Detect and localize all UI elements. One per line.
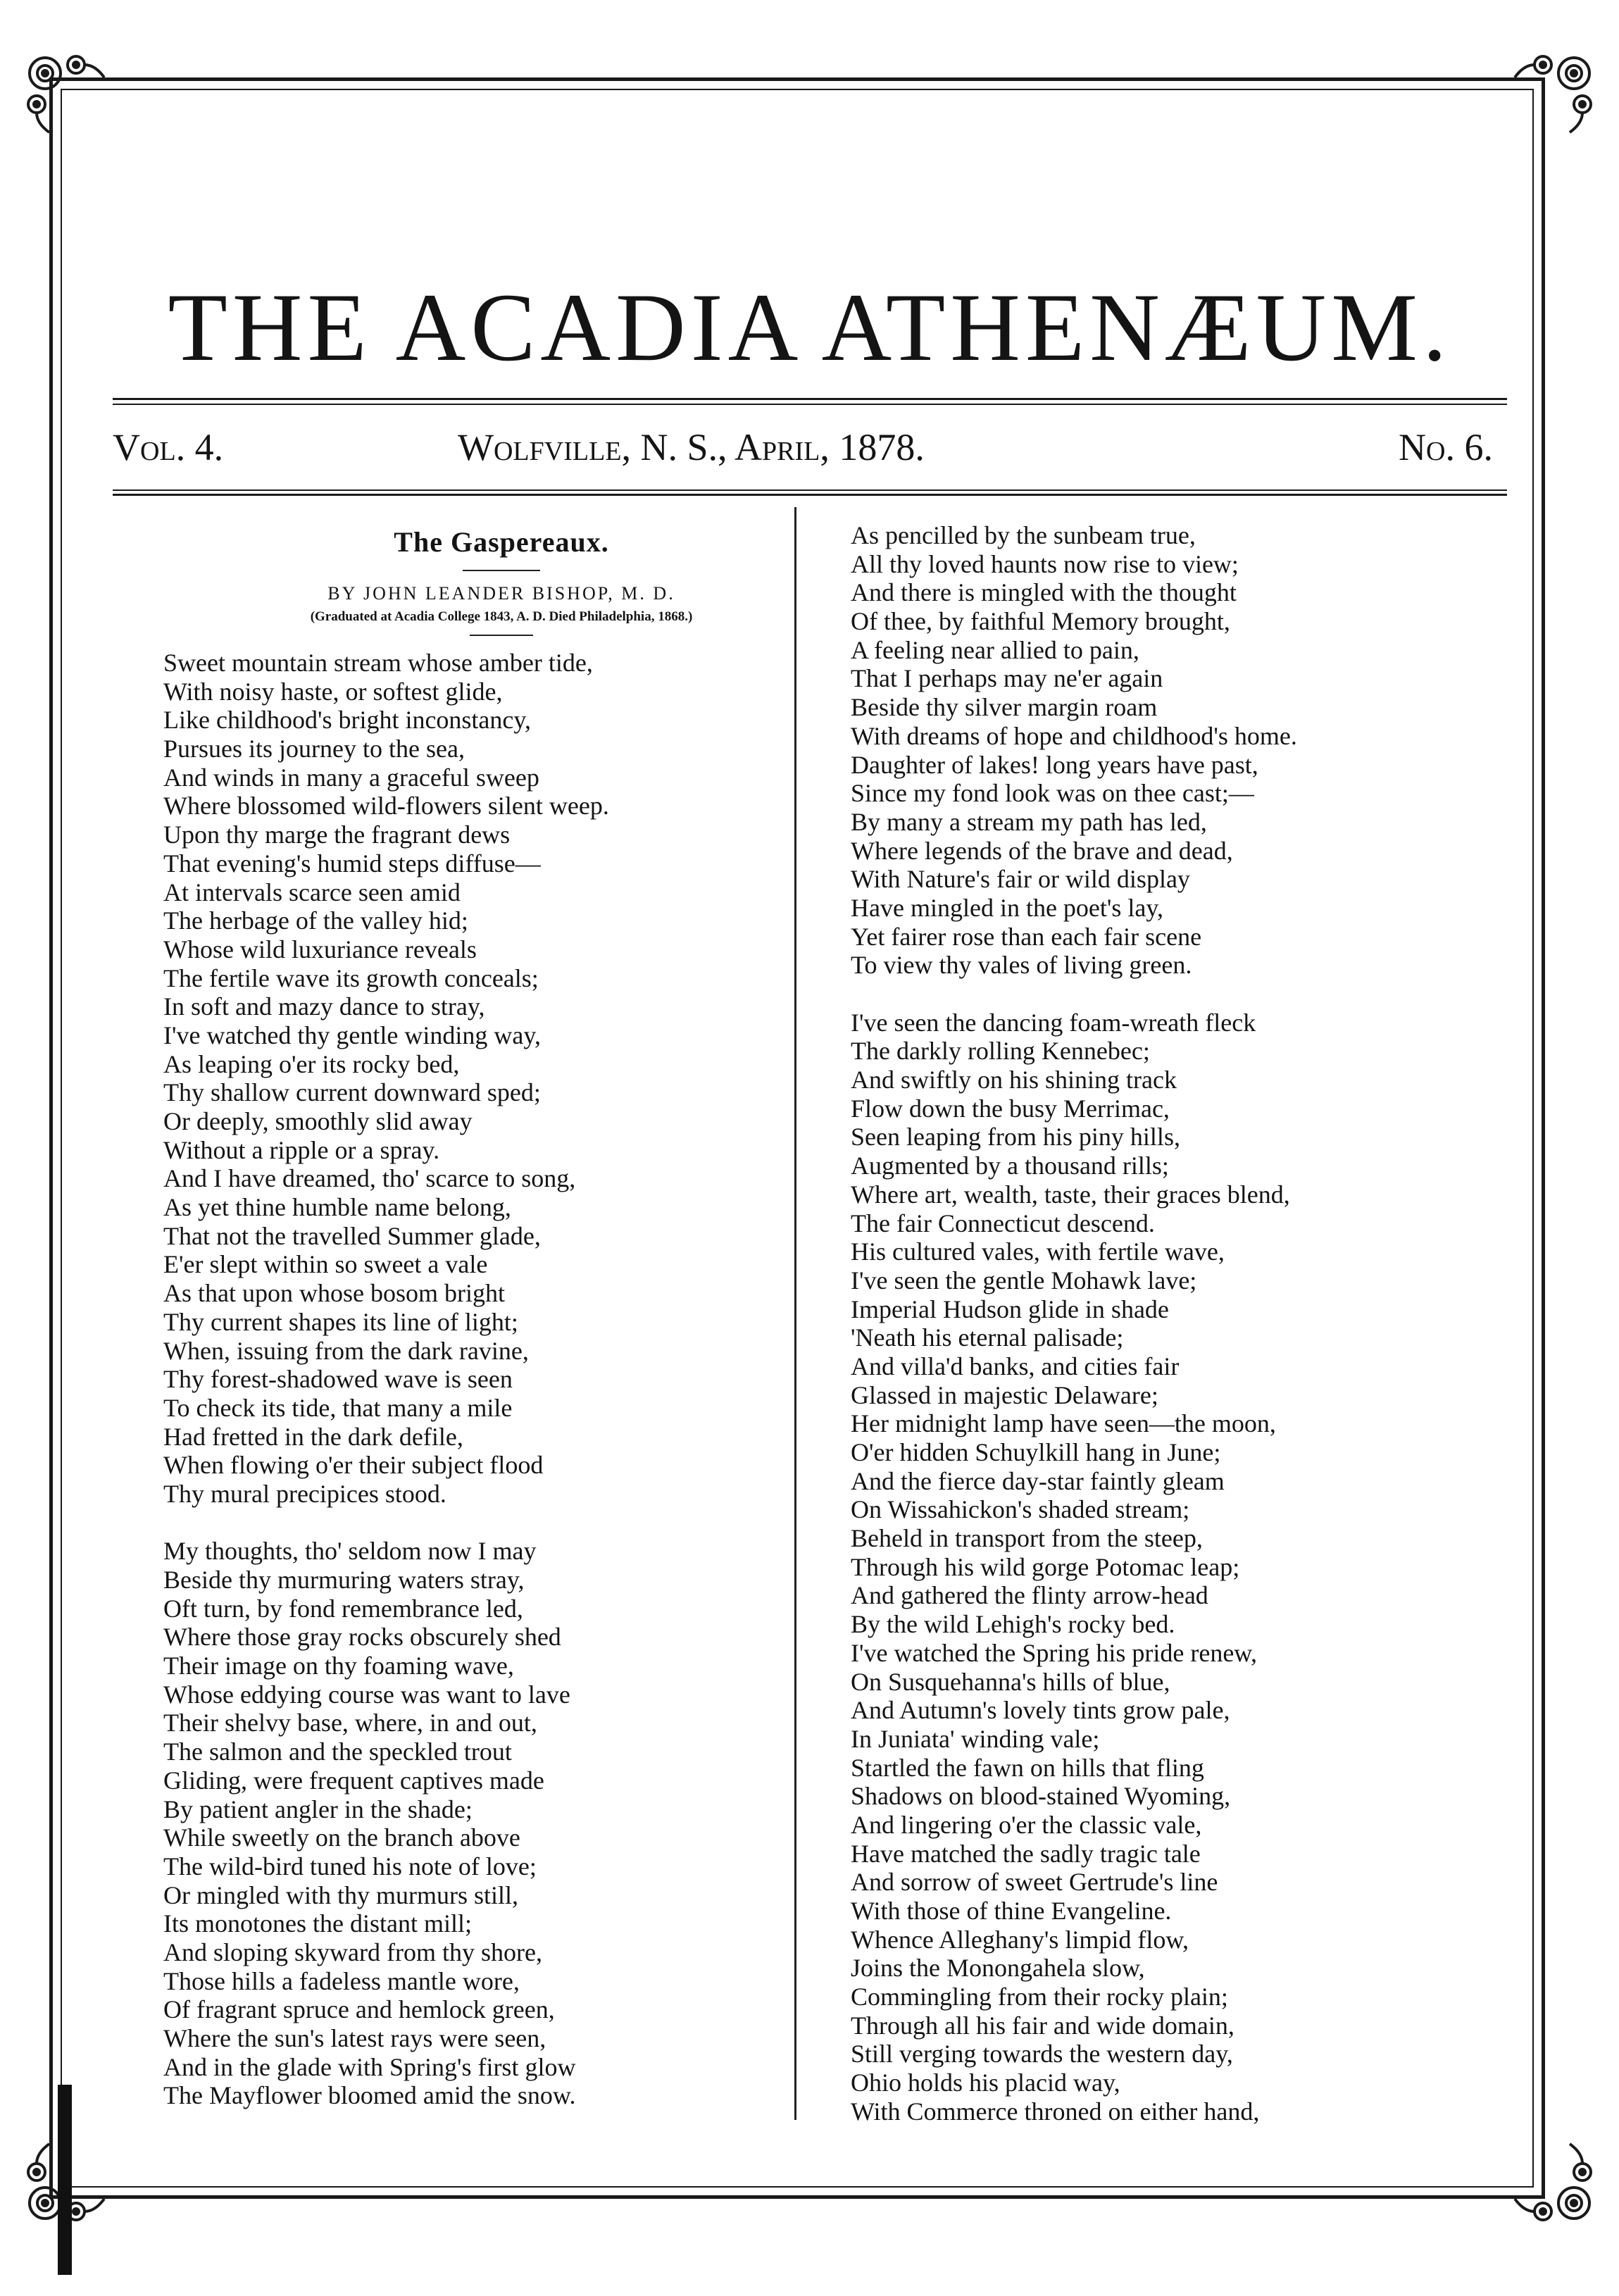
poem-line: Thy mural precipices stood. [163, 1479, 446, 1508]
poem-line: Still verging towards the western day, [851, 2040, 1233, 2069]
poem-line: With dreams of hope and childhood's home. [851, 721, 1297, 750]
poem-line: And villa'd banks, and cities fair [851, 1352, 1180, 1380]
poem-line: Daughter of lakes! long years have past, [851, 750, 1258, 779]
stanza-gap [851, 980, 1548, 1009]
poem-line: Those hills a fadeless mantle wore, [163, 1966, 520, 1995]
poem-line: The wild-bird tuned his note of love; [163, 1852, 537, 1880]
poem-line: Where legends of the brave and dead, [851, 836, 1233, 865]
right-stanza-2 [851, 1009, 1548, 2126]
poem-line: The darkly rolling Kennebec; [851, 1037, 1150, 1066]
poem-line: Or deeply, smoothly slid away [163, 1107, 473, 1135]
poem-line: By many a stream my path has led, [851, 807, 1207, 836]
poem-line: Pursues its journey to the sea, [163, 735, 465, 763]
poem-line: Yet fairer rose than each fair scene [851, 922, 1202, 951]
issue-line [113, 416, 1507, 479]
poem-line: Ohio holds his placid way, [851, 2069, 1120, 2097]
right-column [851, 521, 1548, 2126]
poem-line: And there is mingled with the thought [851, 578, 1237, 607]
poem-line: When, issuing from the dark ravine, [163, 1336, 529, 1365]
masthead-rule-bottom-thin [113, 489, 1507, 491]
poem-line: With Nature's fair or wild display [851, 865, 1190, 894]
poem-line: Their shelvy base, where, in and out, [163, 1709, 537, 1737]
poem-line: Sweet mountain stream whose amber tide, [163, 649, 593, 677]
poem-line: As yet thine humble name belong, [163, 1193, 511, 1222]
poem-line: Or mingled with thy murmurs still, [163, 1880, 518, 1909]
poem-line: On Wissahickon's shaded stream; [851, 1495, 1190, 1524]
poem-line: On Susquehanna's hills of blue, [851, 1667, 1170, 1696]
left-stanza-1 [163, 649, 839, 1509]
poem-line: Imperial Hudson glide in shade [851, 1294, 1169, 1323]
poem-line: With Commerce throned on either hand, [851, 2097, 1260, 2126]
poem-line: Without a ripple or a spray. [163, 1135, 440, 1164]
poem-line: The herbage of the valley hid; [163, 906, 468, 935]
poem-line: Like childhood's bright inconstancy, [163, 706, 532, 735]
poem-line: The Mayflower bloomed amid the snow. [163, 2081, 576, 2110]
poem-line: The salmon and the speckled trout [163, 1737, 512, 1766]
poem-title: The Gaspereaux. [394, 526, 609, 558]
poem-line: To check its tide, that many a mile [163, 1393, 513, 1422]
byline-separator [470, 635, 533, 636]
poem-line: Commingling from their rocky plain; [851, 1983, 1228, 2011]
poem-line: And swiftly on his shining track [851, 1066, 1177, 1094]
poem-line: And lingering o'er the classic vale, [851, 1810, 1202, 1839]
poem-line: Of fragrant spruce and hemlock green, [163, 1995, 555, 2024]
poem-line: That I perhaps may ne'er again [851, 664, 1163, 693]
poem-line: That not the travelled Summer glade, [163, 1221, 541, 1250]
poem-line: Where the sun's latest rays were seen, [163, 2024, 546, 2052]
poem-line: At intervals scarce seen amid [163, 878, 461, 906]
poem-line: To view thy vales of living green. [851, 951, 1192, 980]
poem-line: While sweetly on the branch above [163, 1823, 520, 1852]
poem-line: I've seen the dancing foam-wreath fleck [851, 1008, 1256, 1037]
poem-line: A feeling near allied to pain, [851, 635, 1139, 664]
right-stanza-1 [851, 521, 1548, 980]
poem-line: As leaping o'er its rocky bed, [163, 1049, 460, 1078]
poem-line: Seen leaping from his piny hills, [851, 1123, 1180, 1152]
poem-line: Thy shallow current downward sped; [163, 1078, 541, 1107]
poem-line: E'er slept within so sweet a vale [163, 1250, 488, 1279]
poem-line: Whose wild luxuriance reveals [163, 935, 477, 963]
poem-line: Beside thy murmuring waters stray, [163, 1566, 525, 1594]
poem-line: Where art, wealth, taste, their graces blend, [851, 1180, 1290, 1209]
poem-line: By the wild Lehigh's rocky bed. [851, 1610, 1175, 1639]
poem-line: That evening's humid steps diffuse— [163, 849, 541, 878]
poem-line: Its monotones the distant mill; [163, 1909, 472, 1938]
poem-line: Where those gray rocks obscurely shed [163, 1623, 561, 1652]
poem-line: Had fretted in the dark defile, [163, 1422, 463, 1451]
poem-line: His cultured vales, with fertile wave, [851, 1237, 1225, 1266]
masthead-rule-top [113, 398, 1507, 400]
poem-line: With noisy haste, or softest glide, [163, 677, 503, 706]
poem-line: Through his wild gorge Potomac leap; [851, 1552, 1240, 1581]
poem-line: The fair Connecticut descend. [851, 1209, 1155, 1237]
poem-line: By patient angler in the shade; [163, 1795, 473, 1823]
poem-line: O'er hidden Schuylkill hang in June; [851, 1438, 1221, 1466]
poem-line: I've seen the gentle Mohawk lave; [851, 1266, 1197, 1294]
poem-line: All thy loved haunts now rise to view; [851, 549, 1239, 578]
poem-line: In soft and mazy dance to stray, [163, 992, 485, 1021]
poem-line: Joins the Monongahela slow, [851, 1954, 1145, 1983]
corner-scroll-ornament-icon [1513, 49, 1598, 134]
poem-line: With those of thine Evangeline. [851, 1897, 1172, 1925]
poem-line: When flowing o'er their subject flood [163, 1451, 544, 1480]
poem-line: Flow down the busy Merrimac, [851, 1094, 1170, 1123]
poem-line: And in the glade with Spring's first glow [163, 2052, 576, 2081]
poem-line: Since my fond look was on thee cast;— [851, 779, 1254, 808]
masthead-title: THE ACADIA ATHENÆUM. [168, 273, 1452, 381]
poem-line: Whose eddying course was want to lave [163, 1680, 570, 1709]
binding-edge-shadow [58, 2085, 72, 2275]
left-stanza-2 [163, 1537, 839, 2110]
poem-line: And sloping skyward from thy shore, [163, 1938, 542, 1966]
left-column [163, 525, 839, 2110]
poem-line: As pencilled by the sunbeam true, [851, 521, 1196, 549]
poem-author-note: (Graduated at Acadia College 1843, A. D. Died Philadelphia, 1868.) [310, 609, 693, 624]
poem-line: As that upon whose bosom bright [163, 1279, 505, 1308]
poem-line: Gliding, were frequent captives made [163, 1766, 544, 1795]
title-separator [463, 570, 540, 571]
poem-line: The fertile wave its growth conceals; [163, 963, 539, 992]
poem-line: Through all his fair and wide domain, [851, 2011, 1234, 2040]
poem-line: Thy forest-shadowed wave is seen [163, 1365, 513, 1394]
stanza-gap [163, 1509, 839, 1537]
poem-line: And sorrow of sweet Gertrude's line [851, 1868, 1218, 1897]
poem-line: And the fierce day-star faintly gleam [851, 1466, 1225, 1495]
poem-line: Their image on thy foaming wave, [163, 1652, 514, 1680]
poem-line: Have matched the sadly tragic tale [851, 1839, 1201, 1868]
poem-line: My thoughts, tho' seldom now I may [163, 1537, 537, 1566]
poem-line: 'Neath his eternal palisade; [851, 1323, 1124, 1352]
poem-line: Thy current shapes its line of light; [163, 1307, 518, 1336]
poem-byline: BY JOHN LEANDER BISHOP, M. D. [327, 583, 675, 604]
poem-line: Oft turn, by fond remembrance led, [163, 1594, 523, 1623]
poem-line: Her midnight lamp have seen—the moon, [851, 1409, 1276, 1438]
poem-line: Startled the fawn on hills that fling [851, 1753, 1204, 1782]
poem-line: Beside thy silver margin roam [851, 693, 1158, 722]
poem-line: Have mingled in the poet's lay, [851, 893, 1164, 922]
poem-line: And gathered the flinty arrow-head [851, 1581, 1208, 1610]
poem-line: And Autumn's lovely tints grow pale, [851, 1696, 1230, 1725]
poem-line: I've watched the Spring his pride renew, [851, 1638, 1257, 1667]
poem-line: I've watched thy gentle winding way, [163, 1021, 541, 1049]
poem-line: Glassed in majestic Delaware; [851, 1380, 1158, 1409]
corner-scroll-ornament-icon [1513, 2142, 1598, 2227]
poem-line: And I have dreamed, tho' scarce to song, [163, 1164, 576, 1193]
masthead-rule-bottom [113, 494, 1507, 496]
corner-scroll-ornament-icon [21, 49, 106, 134]
poem-line: Of thee, by faithful Memory brought, [851, 607, 1230, 636]
masthead-rule-top-thin [113, 404, 1507, 405]
poem-line: Shadows on blood-stained Wyoming, [851, 1782, 1231, 1811]
poem-line: Upon thy marge the fragrant dews [163, 821, 511, 849]
poem-line: Where blossomed wild-flowers silent weep. [163, 792, 609, 821]
poem-line: Augmented by a thousand rills; [851, 1152, 1169, 1180]
poem-line: Beheld in transport from the steep, [851, 1524, 1203, 1553]
poem-line: Whence Alleghany's limpid flow, [851, 1925, 1189, 1954]
volume-label: Vol. 4. [113, 426, 224, 468]
poem-line: In Juniata' winding vale; [851, 1724, 1100, 1753]
issue-number-label: No. 6. [1399, 426, 1493, 468]
place-date-label: Wolfville, N. S., April, 1878. [458, 426, 925, 468]
poem-line: And winds in many a graceful sweep [163, 763, 539, 792]
